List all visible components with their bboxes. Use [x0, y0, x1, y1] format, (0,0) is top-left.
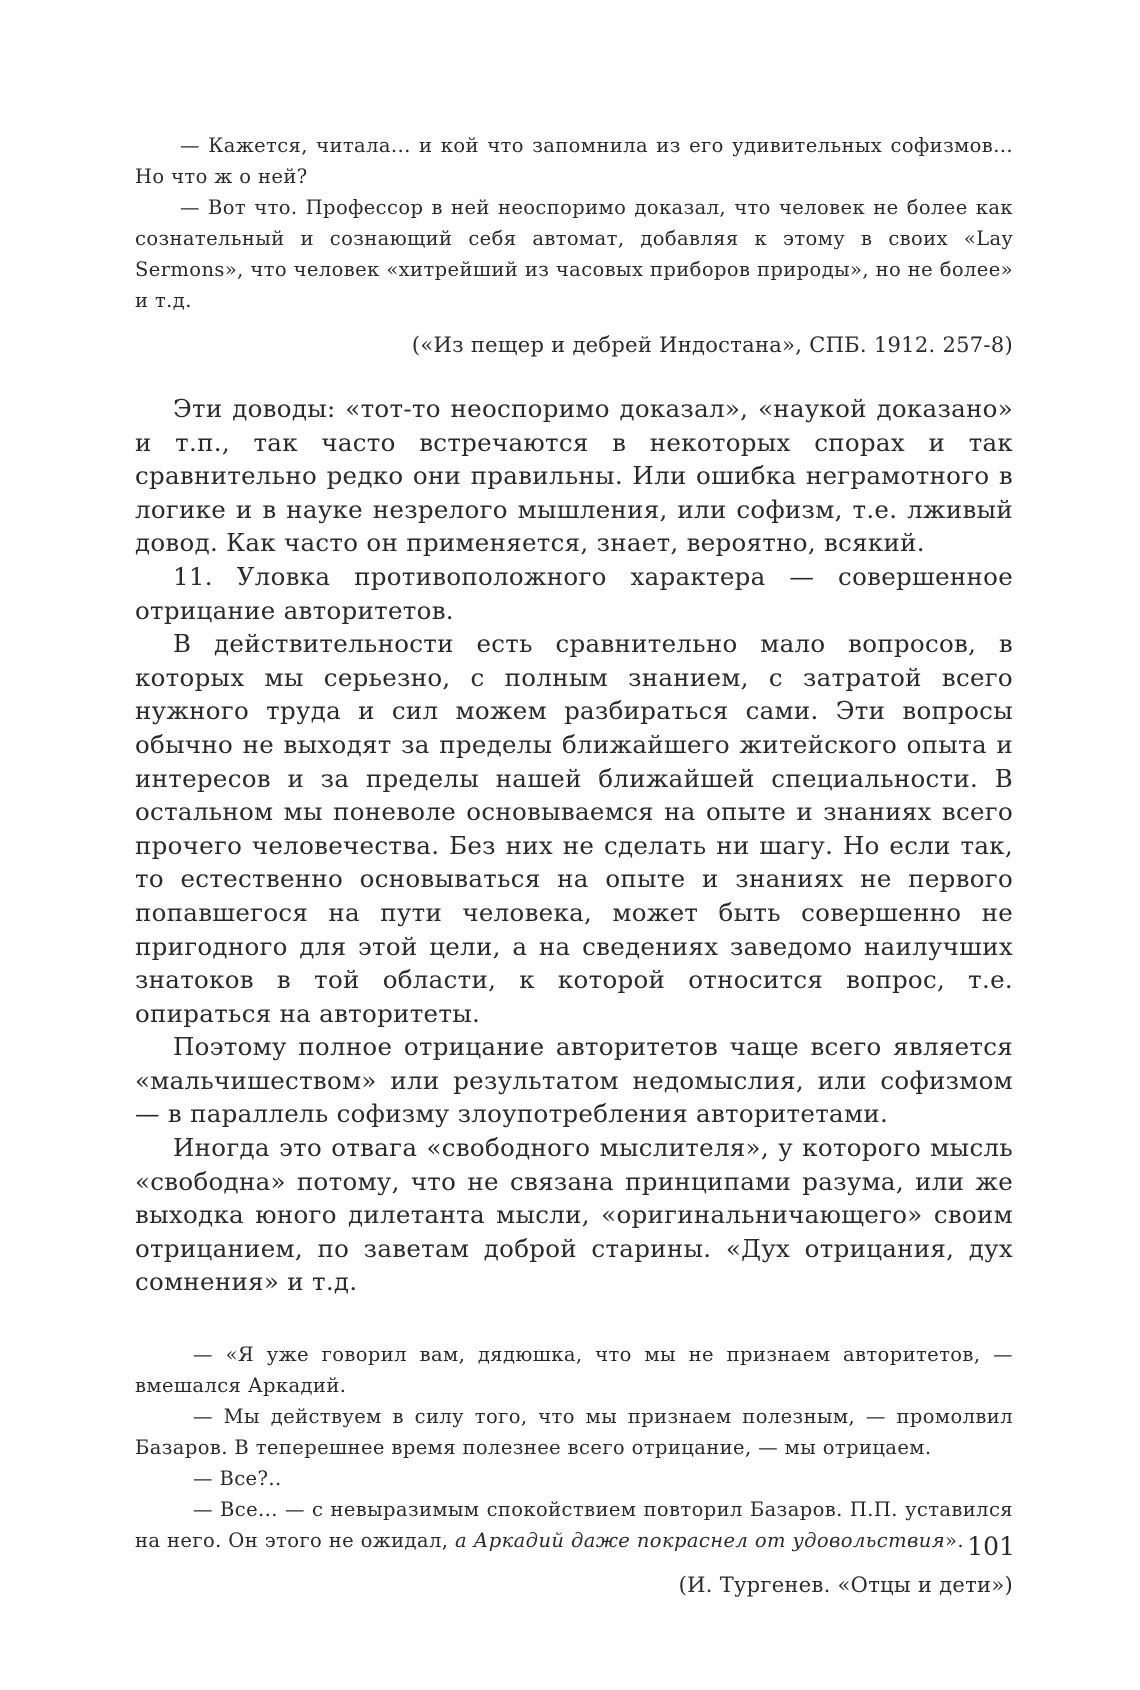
literary-quote	[135, 1339, 1013, 1600]
epigraph-quote	[135, 130, 1013, 360]
page-number: 101	[967, 1532, 1015, 1561]
quote-italic-text: а Аркадий даже покраснел от удовольствия	[454, 1529, 946, 1553]
paragraph: В действительности есть сравнительно мало вопросов, в которых мы серьезно, с полным знанием, с затратой всего нужного труда и сил можем разбираться сами. Эти вопросы обычно не выходят за пределы ближайшего житейского опыта и интересов и за пределы нашей ближайшей специальности. В остальном мы поневоле основываемся на опыте и знаниях всего прочего человечества. Без них не сделать ни шагу. Но если так, то естественно основываться на опыте и знаниях не первого попавшегося на пути человека, может быть совершенно не пригодного для этой цели, а на сведениях заведомо наилучших знатоков в той области, к которой относится вопрос, т.е. опираться на авторитеты.	[135, 629, 1013, 1028]
paragraph: Поэтому полное отрицание авторитетов чаще всего является «мальчишеством» или результатом недомыслия, или софизмом — в параллель софизму злоупотребления авторитетами.	[135, 1032, 1013, 1129]
quote-source: (И. Тургенев. «Отцы и дети»)	[678, 1573, 1013, 1598]
quote-source: («Из пещер и дебрей Индостана», СПБ. 1912. 257-8)	[411, 333, 1013, 357]
quote-line: — «Я уже говорил вам, дядюшка, что мы не признаем авторитетов, — вмешался Аркадий.	[135, 1343, 1013, 1398]
quote-line	[135, 1494, 1013, 1556]
book-page	[135, 130, 1013, 1600]
quote-text-end: ».	[945, 1529, 964, 1553]
quote-text: — Все... — с невыразимым спокойствием повторил Базаров. П.П. уставился на него. Он этого не ожидал,	[135, 1498, 1013, 1553]
quote-line: — Вот что. Профессор в ней неоспоримо доказал, что человек не более как сознательный и сознающий себя автомат, добавляя к этому в своих «Lay Sermons», что человек «хитрейший из часовых приборов природы», но не более» и т.д.	[135, 196, 1013, 312]
quote-line: — Все?..	[193, 1467, 282, 1491]
quote-line: — Мы действуем в силу того, что мы признаем полезным, — промолвил Базаров. В теперешнее время полезнее всего отрицание, — мы отрицаем.	[135, 1405, 1013, 1460]
main-text	[135, 392, 1013, 1299]
paragraph: Иногда это отвага «свободного мыслителя», у которого мысль «свободна» потому, что не связана принципами разума, или же выходка юного дилетанта мысли, «оригинальничающего» своим отрицанием, по заветам доброй старины. «Дух отрицания, дух сомнения» и т.д.	[135, 1133, 1013, 1297]
quote-line: — Кажется, читала... и кой что запомнила из его удивительных софизмов... Но что ж о ней?	[135, 134, 1013, 188]
paragraph: Эти доводы: «тот-то неоспоримо доказал», «наукой доказано» и т.п., так часто встречаются в некоторых спорах и так сравнительно редко они правильны. Или ошибка неграмотного в логике и в науке незрелого мышления, или софизм, т.е. лживый довод. Как часто он применяется, знает, вероятно, всякий.	[135, 394, 1013, 558]
paragraph: 11. Уловка противоположного характера — совершенное отрицание авторитетов.	[135, 561, 1013, 625]
